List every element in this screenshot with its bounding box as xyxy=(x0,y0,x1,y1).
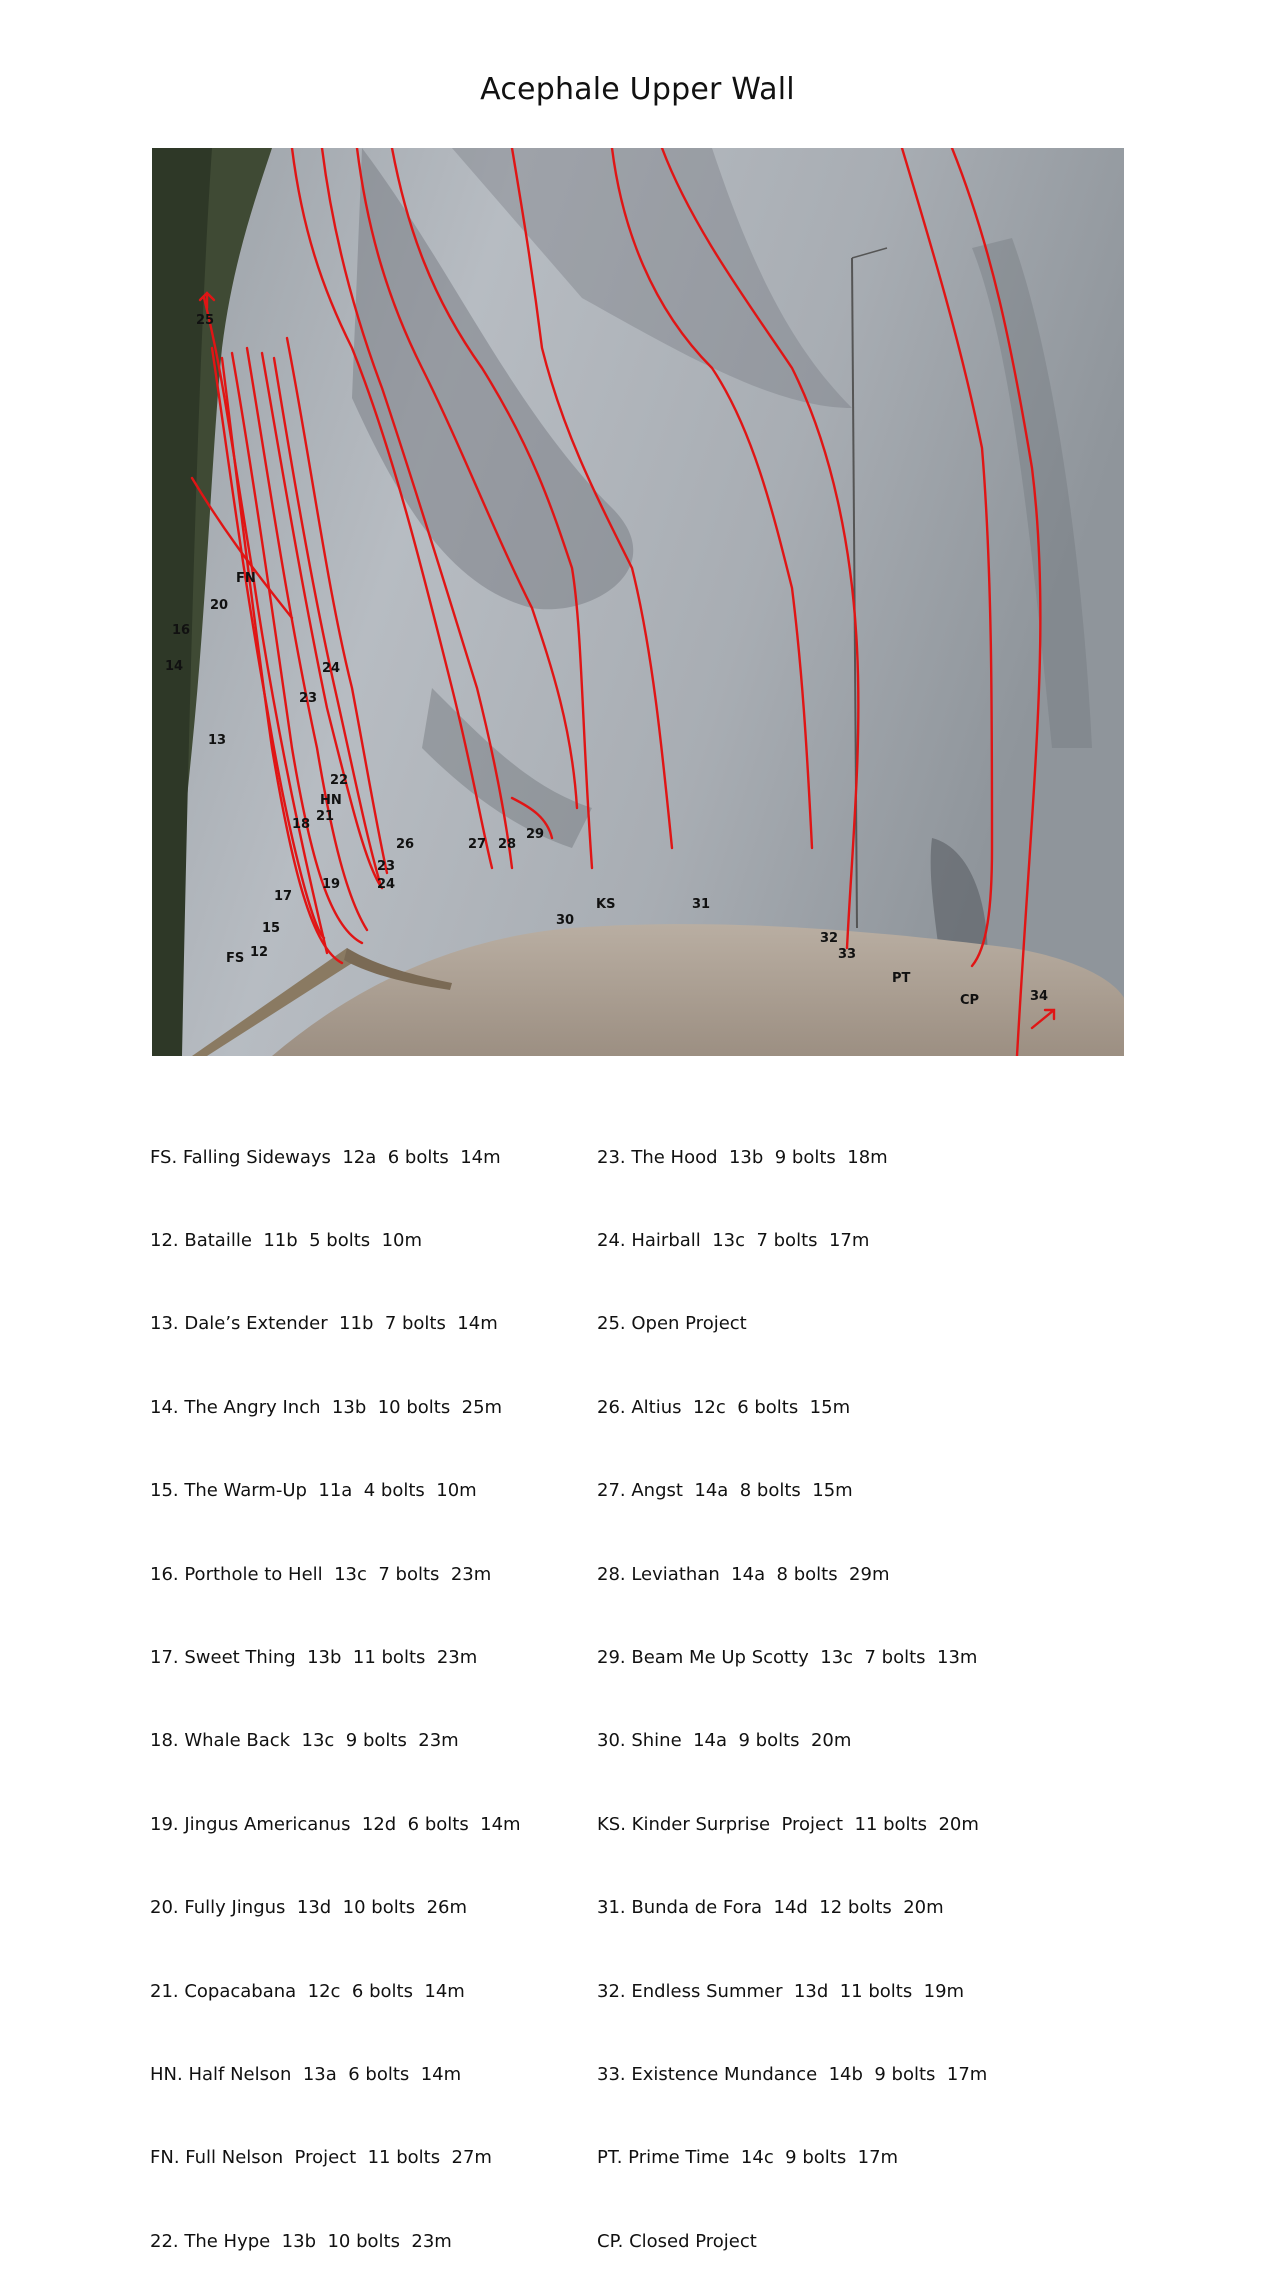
route-list-left xyxy=(150,1088,521,2283)
route-entry: CP. Closed Project xyxy=(597,2230,757,2252)
route-entry: 33. Existence Mundance 14b 9 bolts 17m xyxy=(597,2063,988,2085)
topo-label-14: 14 xyxy=(165,659,184,674)
topo-label-13: 13 xyxy=(208,733,227,748)
topo-photo xyxy=(152,148,1124,1056)
topo-label-23b: 23 xyxy=(377,859,396,874)
route-entry: 28. Leviathan 14a 8 bolts 29m xyxy=(597,1563,890,1585)
route-entry: 27. Angst 14a 8 bolts 15m xyxy=(597,1480,853,1502)
topo-label-fs: FS xyxy=(226,951,245,966)
topo-label-24: 24 xyxy=(322,661,341,676)
topo-label-hn: HN xyxy=(320,793,342,808)
route-entry: 12. Bataille 11b 5 bolts 10m xyxy=(150,1229,423,1251)
route-entry: 17. Sweet Thing 13b 11 bolts 23m xyxy=(150,1646,478,1668)
route-entry: 25. Open Project xyxy=(597,1313,747,1335)
route-entry: 26. Altius 12c 6 bolts 15m xyxy=(597,1396,851,1418)
topo-label-pt: PT xyxy=(892,971,911,986)
route-entry: 16. Porthole to Hell 13c 7 bolts 23m xyxy=(150,1563,492,1585)
topo-label-17: 17 xyxy=(274,889,293,904)
topo-label-32: 32 xyxy=(820,931,839,946)
topo-label-31: 31 xyxy=(692,897,711,912)
route-entry: HN. Half Nelson 13a 6 bolts 14m xyxy=(150,2063,462,2085)
topo-label-12: 12 xyxy=(250,945,269,960)
route-entry: FS. Falling Sideways 12a 6 bolts 14m xyxy=(150,1146,501,1168)
topo-label-20: 20 xyxy=(210,598,229,613)
route-entry: 14. The Angry Inch 13b 10 bolts 25m xyxy=(150,1396,503,1418)
topo-label-22: 22 xyxy=(330,773,349,788)
route-entry: FN. Full Nelson Project 11 bolts 27m xyxy=(150,2147,492,2169)
route-entry: 19. Jingus Americanus 12d 6 bolts 14m xyxy=(150,1813,521,1835)
route-entry: 20. Fully Jingus 13d 10 bolts 26m xyxy=(150,1897,468,1919)
topo-label-24b: 24 xyxy=(377,877,396,892)
topo-label-16: 16 xyxy=(172,623,191,638)
topo-label-28: 28 xyxy=(498,837,517,852)
topo-label-23: 23 xyxy=(299,691,318,706)
route-entry: 21. Copacabana 12c 6 bolts 14m xyxy=(150,1980,465,2002)
topo-label-21: 21 xyxy=(316,809,335,824)
topo-label-26: 26 xyxy=(396,837,415,852)
route-entry: KS. Kinder Surprise Project 11 bolts 20m xyxy=(597,1813,979,1835)
topo-label-27: 27 xyxy=(468,837,487,852)
route-entry: 31. Bunda de Fora 14d 12 bolts 20m xyxy=(597,1897,944,1919)
page-title: Acephale Upper Wall xyxy=(480,72,795,107)
route-entry: 24. Hairball 13c 7 bolts 17m xyxy=(597,1229,870,1251)
topo-label-33: 33 xyxy=(838,947,857,962)
route-entry: 30. Shine 14a 9 bolts 20m xyxy=(597,1730,852,1752)
topo-label-29: 29 xyxy=(526,827,545,842)
route-list-right xyxy=(597,1088,987,2283)
topo-label-cp: CP xyxy=(960,993,980,1008)
topo-label-34: 34 xyxy=(1030,989,1049,1004)
topo-label-19: 19 xyxy=(322,877,341,892)
route-entry: 18. Whale Back 13c 9 bolts 23m xyxy=(150,1730,459,1752)
route-entry: 15. The Warm-Up 11a 4 bolts 10m xyxy=(150,1480,477,1502)
topo-label-ks: KS xyxy=(596,897,616,912)
route-entry: 29. Beam Me Up Scotty 13c 7 bolts 13m xyxy=(597,1646,978,1668)
route-entry: 32. Endless Summer 13d 11 bolts 19m xyxy=(597,1980,965,2002)
topo-label-18: 18 xyxy=(292,817,311,832)
topo-label-25: 25 xyxy=(196,313,215,328)
topo-label-15: 15 xyxy=(262,921,281,936)
topo-label-fn: FN xyxy=(236,571,256,586)
route-entry: 23. The Hood 13b 9 bolts 18m xyxy=(597,1146,888,1168)
topo-label-30: 30 xyxy=(556,913,575,928)
route-entry: PT. Prime Time 14c 9 bolts 17m xyxy=(597,2147,899,2169)
route-entry: 13. Dale’s Extender 11b 7 bolts 14m xyxy=(150,1313,498,1335)
route-entry: 22. The Hype 13b 10 bolts 23m xyxy=(150,2230,452,2252)
